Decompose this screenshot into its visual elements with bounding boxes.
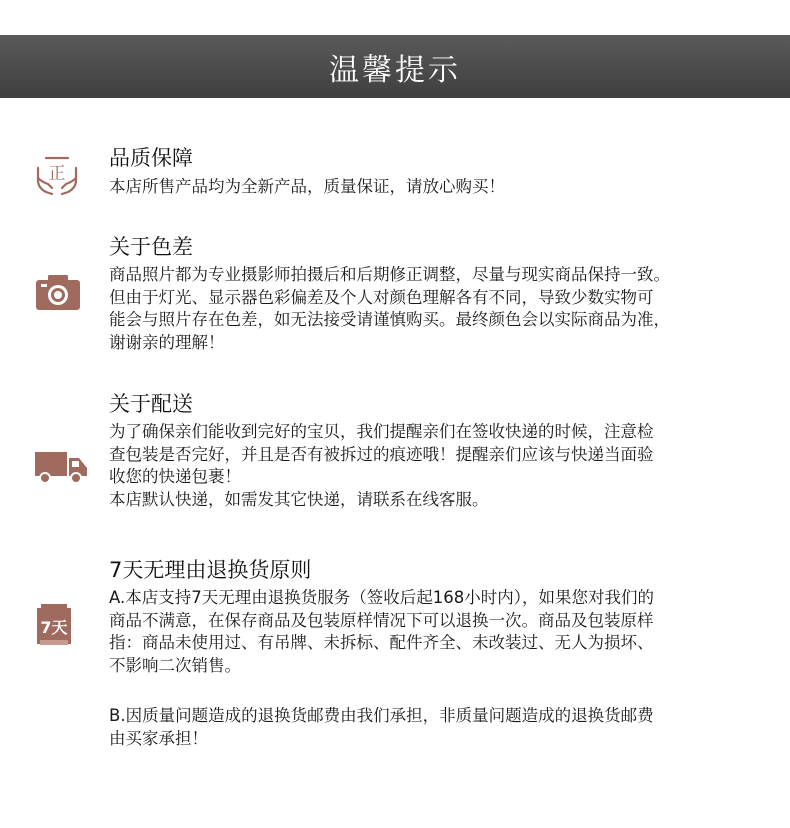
body-line: B.因质量问题造成的退换货邮费由我们承担，非质量问题造成的退换货邮费	[109, 706, 654, 725]
body-line: 能会与照片存在色差，如无法接受请谨慎购买。最终颜色会以实际商品为准，	[109, 310, 670, 329]
body-line: 为了确保亲们能收到完好的宝贝，我们提醒亲们在签收快递的时候，注意检	[109, 422, 654, 441]
body-line: 查包装是否完好，并且是否有被拆过的痕迹哦！提醒亲们应该与快递当面验	[109, 444, 654, 464]
body-line: 由买家承担！	[109, 728, 208, 748]
section-body	[109, 264, 769, 354]
calendar-icon-label: 7天	[40, 618, 68, 637]
body-line: 商品照片都为专业摄影师拍摄后和后期修正调整，尽量与现实商品保持一致。	[109, 265, 670, 284]
header-banner	[0, 35, 790, 98]
section-heading: 关于配送	[109, 392, 193, 416]
body-line: 指：商品未使用过、有吊牌、未拆标、配件齐全、未改装过、无人为损坏、	[109, 633, 654, 652]
svg-text:正: 正	[48, 164, 66, 184]
body-line: 收您的快递包裹！	[109, 467, 241, 486]
camera-icon	[34, 268, 82, 316]
body-line: 本店所售产品均为全新产品，质量保证，请放心购买！	[109, 177, 505, 196]
body-line: 但由于灯光、显示器色彩偏差及个人对颜色理解各有不同，导致少数实物可	[109, 287, 654, 307]
truck-icon	[34, 446, 88, 486]
body-line: 本店默认快递，如需发其它快递，请联系在线客服。	[109, 489, 489, 509]
body-line: 商品不满意，在保存商品及包装原样情况下可以退换一次。商品及包装原样	[109, 610, 654, 630]
section-heading: 关于色差	[109, 235, 193, 259]
section-body	[109, 421, 769, 511]
hands-quality-icon	[32, 148, 82, 198]
body-line: 谢谢亲的理解！	[109, 332, 225, 352]
section-heading: 品质保障	[109, 146, 193, 170]
section-body	[109, 176, 769, 199]
section-heading: 7天无理由退换货原则	[109, 558, 312, 582]
body-line: A.本店支持7天无理由退换货服务（签收后起168小时内），如果您对我们的	[109, 588, 654, 607]
body-line: 不影响二次销售。	[109, 655, 241, 675]
seven-day-calendar-icon	[34, 604, 74, 648]
section-body	[109, 587, 769, 677]
banner-title: 温馨提示	[329, 52, 461, 88]
section-body-b	[109, 705, 769, 750]
